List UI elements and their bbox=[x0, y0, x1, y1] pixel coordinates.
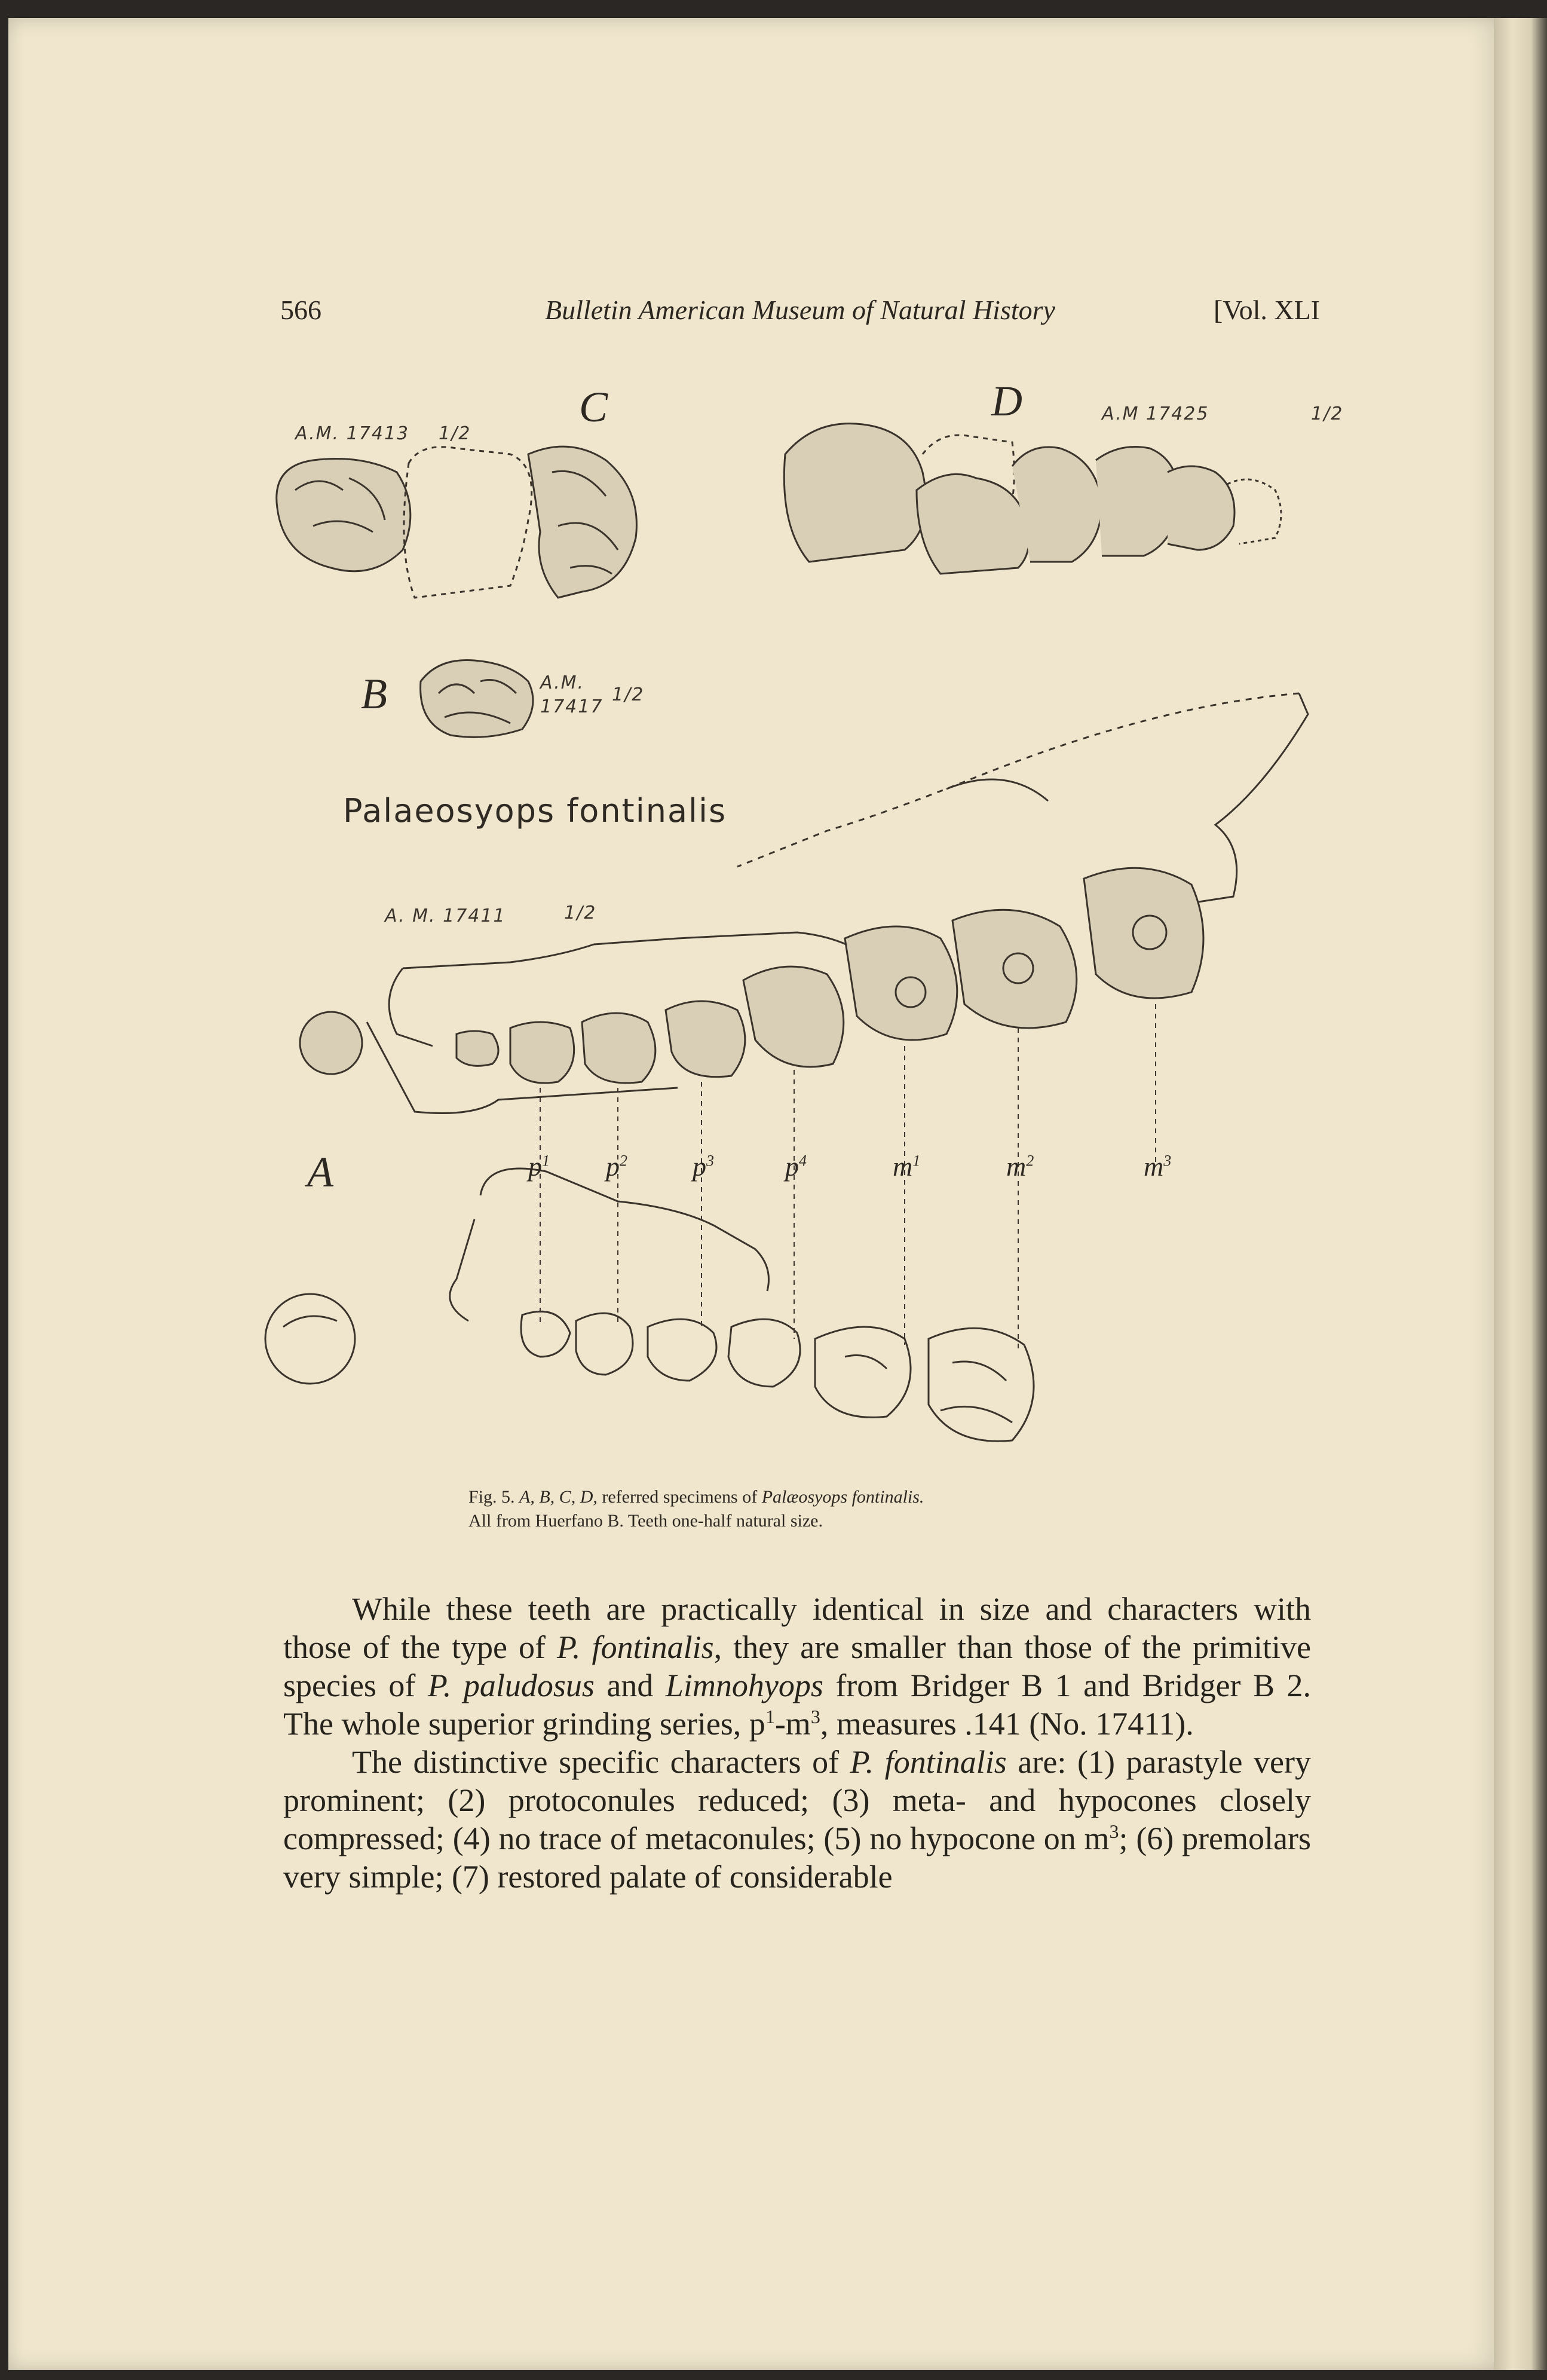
specimen-a-lower-drawing bbox=[265, 1168, 1034, 1441]
specimen-d-drawing bbox=[784, 424, 1281, 574]
figure-letter-d: D bbox=[991, 377, 1022, 425]
page-number: 566 bbox=[280, 295, 321, 325]
figure-caption bbox=[468, 1485, 1185, 1533]
paragraph-2: The distinctive specific characters of P. fontinalis are: (1) parastyle very prominent; (2) protoconules reduced; (3) meta- and hypocones closely compressed; (4) no trace of metaconules; (5) no hypocone on $m^3$; (6) premolars very simple; (7) restored palate of considerable bbox=[283, 1744, 1311, 1895]
tooth-label-p4: $p^4$ bbox=[785, 1151, 807, 1182]
volume-label: [Vol. XLI bbox=[1213, 295, 1320, 325]
figure-letter-c: C bbox=[579, 383, 608, 431]
tooth-label-p1: $p^1$ bbox=[528, 1151, 550, 1182]
specimen-b-drawing bbox=[421, 660, 533, 737]
specimen-b-label-2: 17417 bbox=[540, 696, 604, 717]
body-text bbox=[283, 1590, 1311, 1896]
figure-letter-a: A bbox=[307, 1148, 333, 1196]
caption-line-1: Fig. 5. A, B, C, D, referred specimens of Palæosyops fontinalis. bbox=[468, 1487, 924, 1507]
specimen-b-label-1: A.M. bbox=[540, 672, 585, 693]
tooth-label-m2: $m^2$ bbox=[1006, 1151, 1034, 1182]
paragraph-1: While these teeth are practically identical in size and characters with those of the type of P. fontinalis, they are smaller than those of the primitive species of P. paludosus and Limnohyops from Bridger B 1 and Bridger B 2. The whole superior grinding series, $p^1-m^3$, measures .141 (No. 17411). bbox=[283, 1591, 1311, 1742]
specimen-d-label: A.M 17425 bbox=[1102, 403, 1209, 424]
specimen-d-scale: 1/2 bbox=[1311, 403, 1344, 424]
running-title: Bulletin American Museum of Natural History bbox=[545, 295, 1055, 325]
specimen-a-label: A. M. 17411 bbox=[385, 905, 506, 926]
page-edge bbox=[1494, 18, 1547, 2370]
page bbox=[8, 18, 1508, 2370]
specimen-b-scale: 1/2 bbox=[612, 684, 645, 705]
figure-letter-b: B bbox=[361, 670, 387, 718]
tooth-label-m1: $m^1$ bbox=[893, 1151, 921, 1182]
specimen-c-drawing bbox=[277, 446, 637, 598]
tooth-label-m3: $m^3$ bbox=[1144, 1151, 1172, 1182]
running-header bbox=[280, 294, 1320, 336]
caption-line-2: All from Huerfano B. Teeth one-half natural size. bbox=[468, 1511, 823, 1531]
specimen-c-scale: 1/2 bbox=[439, 423, 471, 444]
species-label: Palaeosyops fontinalis bbox=[343, 792, 727, 830]
specimen-a-upper-drawing bbox=[300, 693, 1308, 1113]
tooth-label-p2: $p^2$ bbox=[606, 1151, 627, 1182]
specimen-c-label: A.M. 17413 bbox=[295, 423, 410, 444]
tooth-label-p3: $p^3$ bbox=[693, 1151, 714, 1182]
figure-5 bbox=[259, 371, 1347, 1476]
specimen-a-scale: 1/2 bbox=[564, 903, 597, 923]
